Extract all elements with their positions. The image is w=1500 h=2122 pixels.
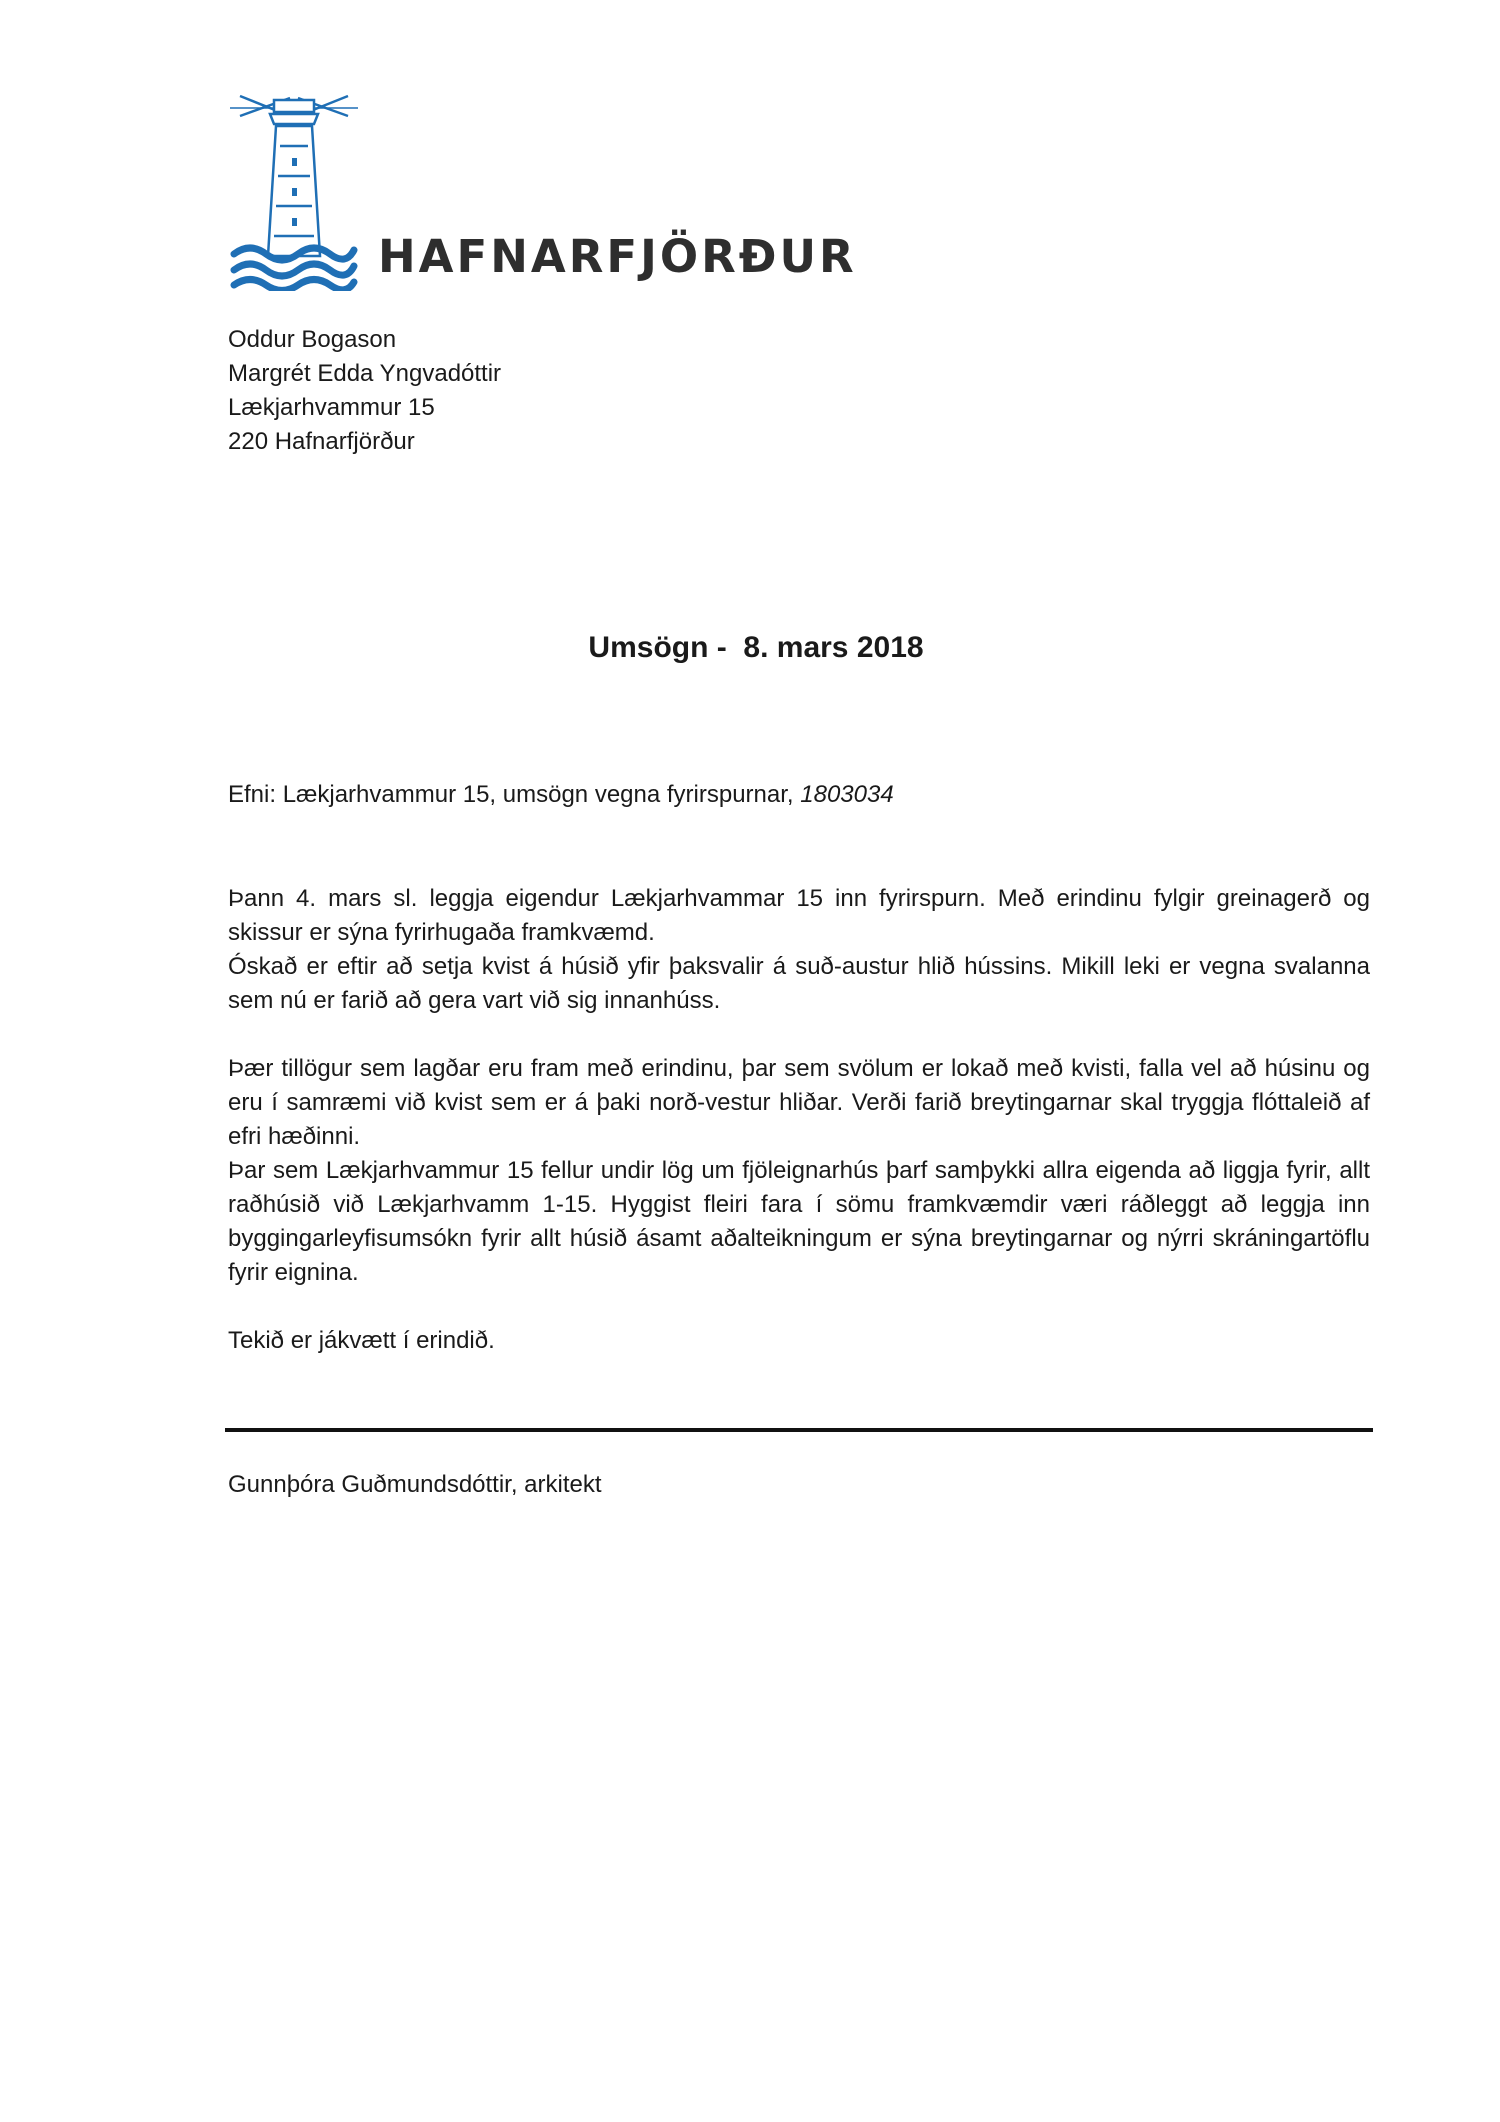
recipient-address: [228, 323, 501, 459]
case-number: 1803034: [800, 781, 894, 808]
body-paragraph: Þær tillögur sem lagðar eru fram með erindinu, þar sem svölum er lokað með kvisti, falla vel að húsinu og eru í samræmi við kvist sem er á þaki norð-vestur hliðar. Verði farið breytingarnar skal tryggja flóttaleið af efri hæðinni.: [228, 1055, 1370, 1150]
subject-line: [228, 781, 894, 809]
lighthouse-icon: [230, 86, 370, 291]
body-paragraph: Þann 4. mars sl. leggja eigendur Lækjarhvammar 15 inn fyrirspurn. Með erindinu fylgir greinagerð og skissur er sýna fyrirhugaða framkvæmd.: [228, 885, 1370, 946]
document-title: Umsögn - 8. mars 2018: [588, 631, 924, 664]
body-paragraph: Óskað er eftir að setja kvist á húsið yfir þaksvalir á suð-austur hlið hússins. Mikill leki er vegna svalanna sem nú er farið að gera vart við sig innanhúss.: [228, 953, 1370, 1014]
hafnarfjordur-logo: [230, 86, 857, 296]
recipient-city: 220 Hafnarfjörður: [228, 428, 415, 455]
body-paragraph: Tekið er jákvætt í erindið.: [228, 1327, 495, 1354]
recipient-name-2: Margrét Edda Yngvadóttir: [228, 360, 502, 387]
signature: Gunnþóra Guðmundsdóttir, arkitekt: [228, 1471, 602, 1498]
signature-divider: [225, 1428, 1373, 1432]
letter-body: [228, 882, 1370, 1358]
recipient-name: Oddur Bogason: [228, 326, 397, 353]
recipient-street: Lækjarhvammur 15: [228, 394, 435, 421]
subject-text: Efni: Lækjarhvammur 15, umsögn vegna fyrirspurnar,: [228, 781, 801, 808]
body-paragraph: Þar sem Lækjarhvammur 15 fellur undir lög um fjöleignarhús þarf samþykki allra eigenda að liggja fyrir, allt raðhúsið við Lækjarhvamm 1-15. Hyggist fleiri fara í sömu framkvæmdir væri ráðleggt að leggja inn byggingarleyfisumsókn fyrir allt húsið ásamt aðalteikningum er sýna breytingarnar og nýrri skráningartöflu fyrir eignina.: [228, 1157, 1370, 1286]
logo-wordmark: HAFNARFJÖRÐUR: [378, 230, 857, 283]
